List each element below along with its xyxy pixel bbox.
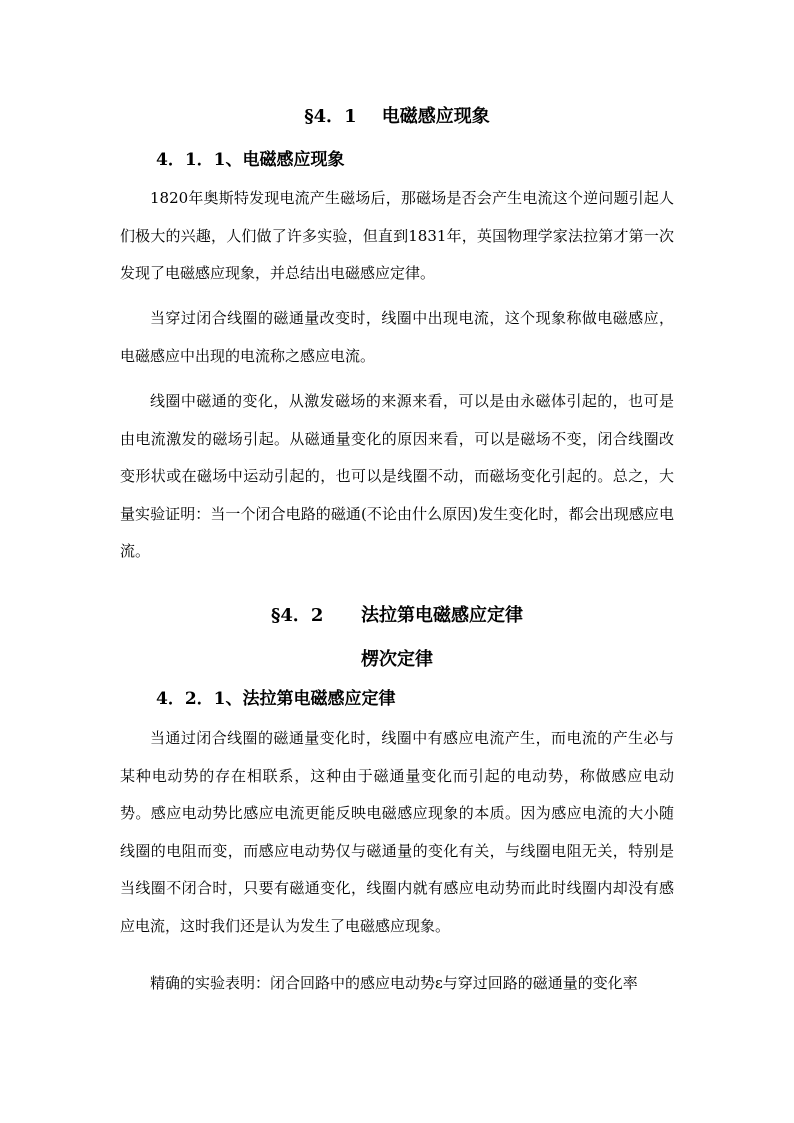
section-4-1-title: §4．1 电磁感应现象 bbox=[304, 106, 490, 127]
subsection-4-1-1-heading: 4．1．1、电磁感应现象 bbox=[156, 150, 345, 170]
paragraph-5: 精确的实验表明：闭合回路中的感应电动势ε与穿过回路的磁通量的变化率 bbox=[150, 974, 638, 992]
paragraph-4: 当通过闭合线圈的磁通量变化时，线圈中有感应电流产生，而电流的产生必与某种电动势的存在相联系，这种由于磁通量变化而引起的电动势，称做感应电动势。感应电动势比感应电流更能反映电磁感应现象的本质。因为感应电流的大小随线圈的电阻而变，而感应电动势仅与磁通量的变化有关，与线圈电阻无关，特别是当线圈不闭合时，只要有磁通变化，线圈内就有感应电动势而此时线圈内却没有感应电流，这时我们还是认为发生了电磁感应现象。 bbox=[120, 729, 674, 935]
section-4-2-title: §4．2 法拉第电磁感应定律 bbox=[270, 605, 524, 626]
subsection-4-2-1-heading: 4．2．1、法拉第电磁感应定律 bbox=[156, 689, 396, 709]
paragraph-3: 线圈中磁通的变化，从激发磁场的来源来看，可以是由永磁体引起的，也可是由电流激发的磁场引起。从磁通量变化的原因来看，可以是磁场不变，闭合线圈改变形状或在磁场中运动引起的，也可以是线圈不动，而磁场变化引起的。总之，大量实验证明：当一个闭合电路的磁通(不论由什么原因)发生变化时，都会出现感应电流。 bbox=[120, 392, 674, 560]
section-4-2-title-line2: 楞次定律 bbox=[361, 649, 433, 670]
paragraph-2: 当穿过闭合线圈的磁通量改变时，线圈中出现电流，这个现象称做电磁感应，电磁感应中出现的电流称之感应电流。 bbox=[120, 309, 674, 365]
paragraph-1: 1820年奥斯特发现电流产生磁场后，那磁场是否会产生电流这个逆问题引起人们极大的兴趣，人们做了许多实验，但直到1831年，英国物理学家法拉第才第一次发现了电磁感应现象，并总结出电磁感应定律。 bbox=[120, 189, 674, 282]
